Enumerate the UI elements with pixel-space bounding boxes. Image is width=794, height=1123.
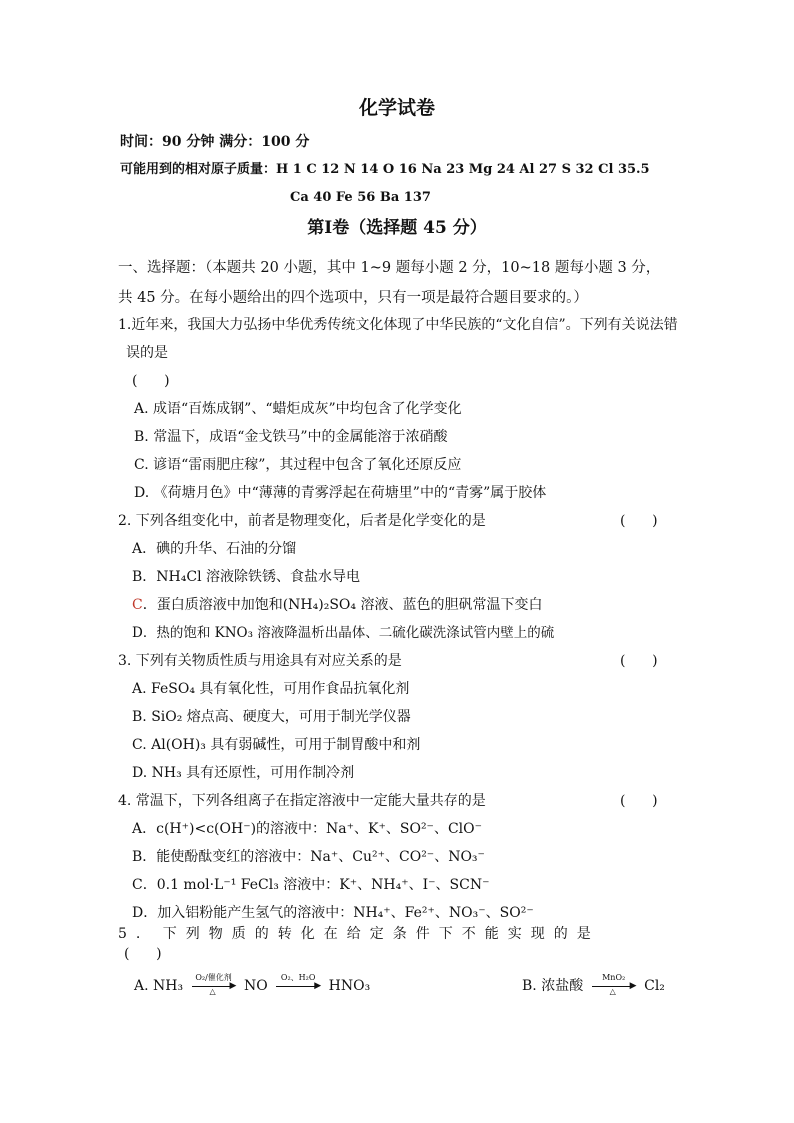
question-1-option-a: A. 成语“百炼成钢”、“蜡炬成灰”中均包含了化学变化 xyxy=(134,401,462,417)
arrow-3-head-icon: ▶ xyxy=(629,981,637,991)
question-4-option-d: D．加入铝粉能产生氢气的溶液中：NH₄⁺、Fe²⁺、NO₃⁻、SO²⁻ xyxy=(132,905,534,921)
question-2-option-d: D．热的饱和 KNO₃ 溶液降温析出晶体、二硫化碳洗涤试管内壁上的硫 xyxy=(132,625,555,641)
question-1-option-b: B. 常温下，成语“金戈铁马”中的金属能溶于浓硝酸 xyxy=(134,429,448,445)
section-title: 第Ⅰ卷（选择题 45 分） xyxy=(307,218,487,238)
option-a-intermediate: NO xyxy=(244,978,268,994)
question-5-option-a xyxy=(134,973,371,996)
section-intro-line-2: 共 45 分。在每小题给出的四个选项中，只有一项是最符合题目要求的。） xyxy=(118,290,588,306)
arrow-2-shaft xyxy=(276,986,316,987)
question-3-option-c: C. Al(OH)₃ 具有弱碱性，可用于制胃酸中和剂 xyxy=(132,737,421,753)
question-3-stem: 3. 下列有关物质性质与用途具有对应关系的是 xyxy=(118,653,402,669)
question-3-option-d: D. NH₃ 具有还原性，可用作制冷剂 xyxy=(132,765,355,781)
question-2-option-c: C．蛋白质溶液中加饱和(NH₄)₂SO₄ 溶液、蓝色的胆矾常温下变白 xyxy=(132,597,543,613)
question-2-stem: 2. 下列各组变化中，前者是物理变化，后者是化学变化的是 xyxy=(118,513,486,529)
question-4-option-b: B．能使酚酞变红的溶液中：Na⁺、Cu²⁺、CO²⁻、NO₃⁻ xyxy=(132,849,485,865)
reaction-arrow-1 xyxy=(190,973,238,996)
question-4-answer-blank: ( ) xyxy=(620,793,658,809)
question-3-option-b: B. SiO₂ 熔点高、硬度大，可用于制光学仪器 xyxy=(132,709,411,725)
arrow-2-head-icon: ▶ xyxy=(314,981,322,991)
question-1-stem-line-2: 误的是 xyxy=(126,345,168,361)
atomic-masses-line-1: 可能用到的相对原子质量：H 1 C 12 N 14 O 16 Na 23 Mg 24 Al 27 S 32 Cl 35.5 xyxy=(120,162,650,177)
question-3-option-a: A. FeSO₄ 具有氧化性，可用作食品抗氧化剂 xyxy=(132,681,410,697)
question-4-option-c: C．0.1 mol·L⁻¹ FeCl₃ 溶液中：K⁺、NH₄⁺、I⁻、SCN⁻ xyxy=(132,877,490,893)
question-1-option-c: C. 谚语“雷雨肥庄稼”，其过程中包含了氧化还原反应 xyxy=(134,457,462,473)
arrow-1-condition: O₂/催化剂 xyxy=(195,973,232,982)
question-1-option-d: D. 《荷塘月色》中“薄薄的青雾浮起在荷塘里”中的“青雾”属于胶体 xyxy=(134,485,547,501)
question-5-option-b xyxy=(522,973,665,996)
question-2-option-a: A．碘的升华、石油的分馏 xyxy=(132,541,297,557)
option-a-product: HNO₃ xyxy=(328,978,371,994)
question-4-stem: 4. 常温下，下列各组离子在指定溶液中一定能大量共存的是 xyxy=(118,793,486,809)
question-2-option-b: B．NH₄Cl 溶液除铁锈、食盐水导电 xyxy=(132,569,360,585)
arrow-3-condition: MnO₂ xyxy=(602,973,626,982)
question-2-answer-blank: ( ) xyxy=(620,513,658,529)
reaction-arrow-2 xyxy=(274,973,322,995)
arrow-2-condition: O₂、H₂O xyxy=(280,973,316,982)
arrow-3-heat: △ xyxy=(609,987,616,996)
option-b-reactant: B. 浓盐酸 xyxy=(522,978,584,994)
section-intro-line-1: 一、选择题：（本题共 20 小题，其中 1~9 题每小题 2 分，10~18 题每小题 3 分， xyxy=(118,260,661,276)
question-5-stem: 5. 下列物质的转化在给定条件下不能实现的是 xyxy=(118,926,600,942)
atomic-masses-line-2: Ca 40 Fe 56 Ba 137 xyxy=(290,190,431,205)
arrow-1-head-icon: ▶ xyxy=(229,981,237,991)
time-info: 时间：90 分钟 满分：100 分 xyxy=(120,134,310,150)
page-title: 化学试卷 xyxy=(358,97,435,119)
question-4-option-a: A．c(H⁺)<c(OH⁻)的溶液中：Na⁺、K⁺、SO²⁻、ClO⁻ xyxy=(132,821,483,837)
question-5-answer-blank: ( ) xyxy=(124,946,162,962)
question-1-stem-line-1: 1.近年来，我国大力弘扬中华优秀传统文化体现了中华民族的“文化自信”。下列有关说法错 xyxy=(118,317,678,333)
option-a-reactant: A. NH₃ xyxy=(134,978,184,994)
option-b-product: Cl₂ xyxy=(644,978,665,994)
question-1-answer-blank: ( ) xyxy=(132,373,170,389)
arrow-1-heat: △ xyxy=(209,987,216,996)
question-3-answer-blank: ( ) xyxy=(620,653,658,669)
reaction-arrow-3 xyxy=(590,973,638,996)
